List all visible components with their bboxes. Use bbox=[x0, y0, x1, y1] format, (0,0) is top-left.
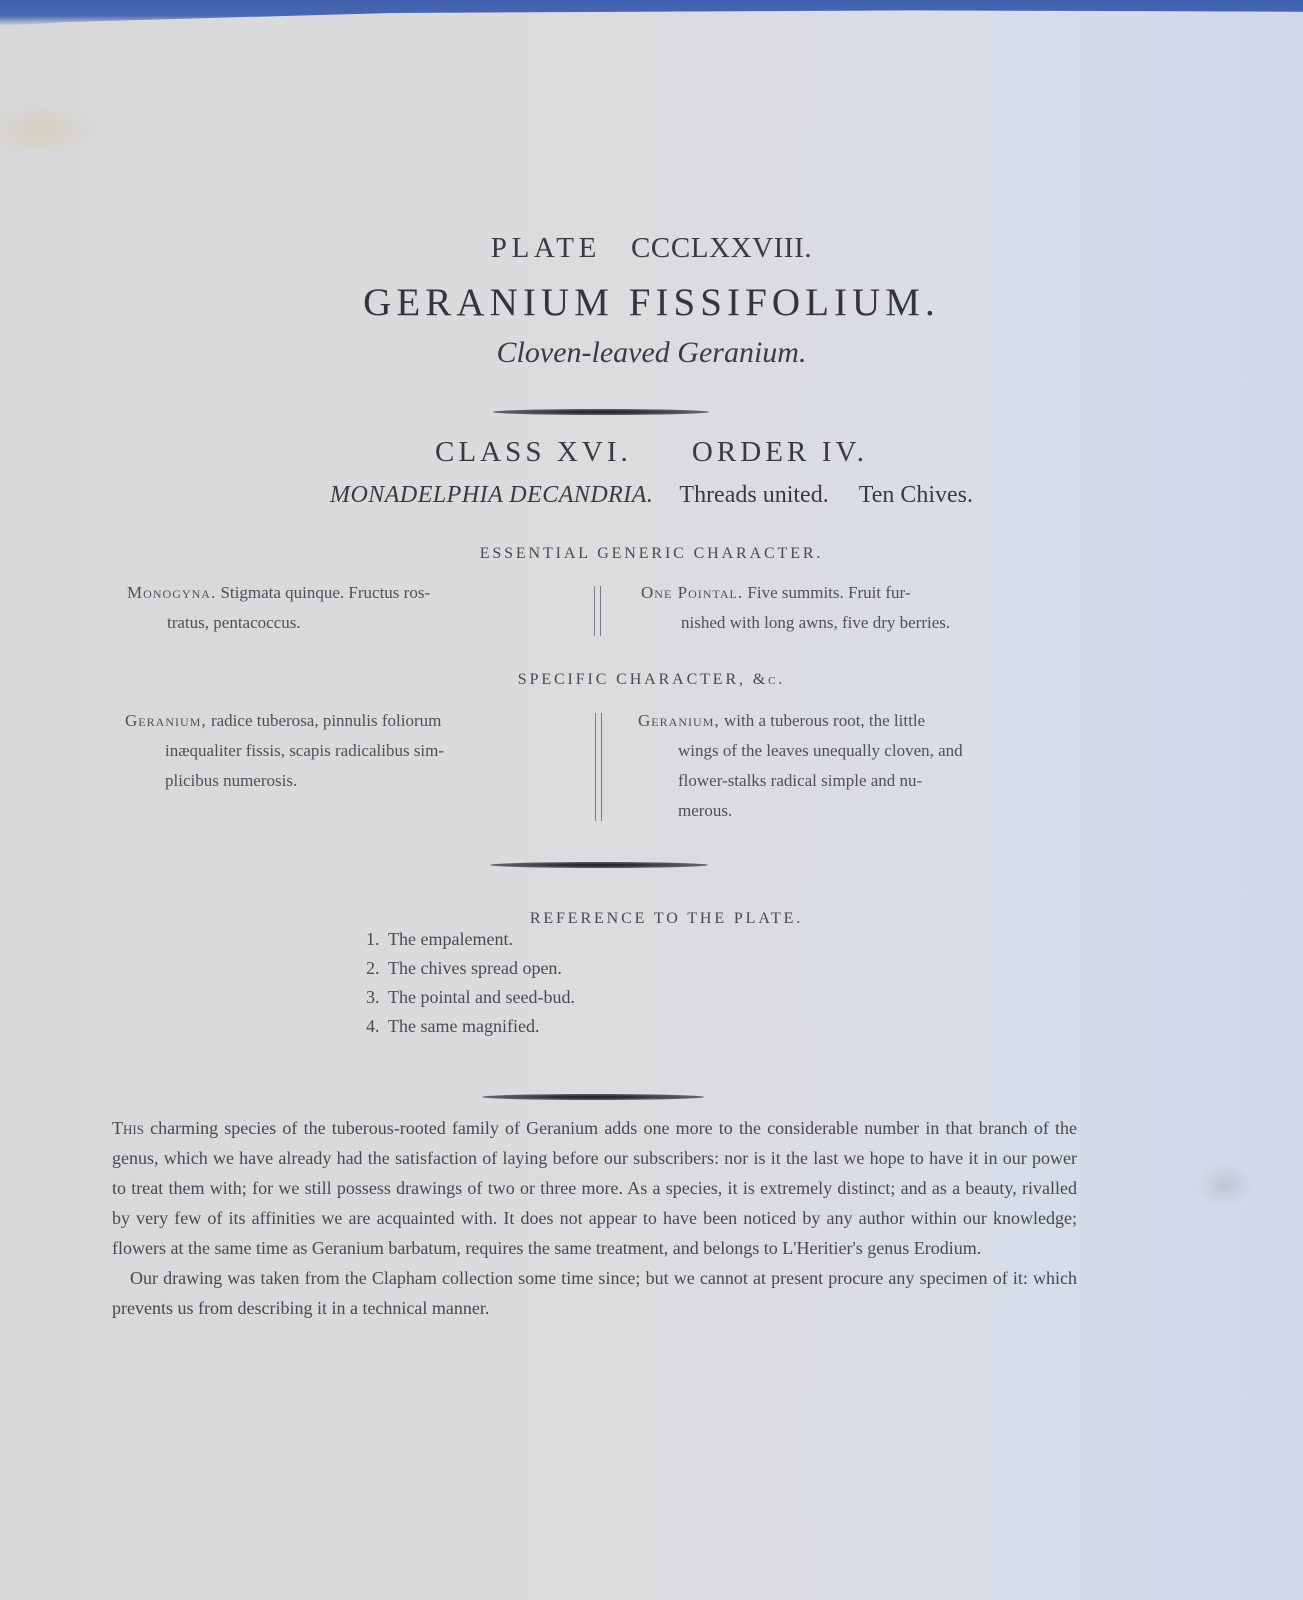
common-name: Cloven-leaved Geranium. bbox=[496, 336, 807, 369]
specific-english-line2: wings of the leaves unequally cloven, and bbox=[678, 741, 963, 760]
classification-description-1: Threads united. bbox=[679, 482, 829, 508]
ornamental-rule-3 bbox=[482, 1094, 704, 1100]
specific-english-line1: with a tuberous root, the little bbox=[723, 711, 926, 730]
essential-generic-character-heading: ESSENTIAL GENERIC CHARACTER. bbox=[479, 545, 824, 562]
specific-character-heading: SPECIFIC CHARACTER, &c. bbox=[517, 671, 786, 688]
reference-item: 3. The pointal and seed-bud. bbox=[366, 987, 575, 1007]
generic-english-lead: One Pointal. bbox=[641, 583, 744, 602]
reference-list bbox=[366, 925, 575, 1041]
plate-roman-numeral: CCCLXXVIII. bbox=[631, 232, 813, 264]
specific-latin-line2: inæqualiter fissis, scapis radicalibus sim- bbox=[165, 741, 445, 760]
reference-item: 2. The chives spread open. bbox=[366, 958, 562, 978]
page-top-edge bbox=[0, 0, 1303, 26]
generic-latin-line2: tratus, pentacoccus. bbox=[167, 613, 301, 632]
specific-character-latin bbox=[125, 706, 557, 796]
reference-item: 1. The empalement. bbox=[366, 929, 513, 949]
specific-latin-lead: Geranium, bbox=[125, 711, 207, 730]
linnaean-classification bbox=[0, 482, 1303, 509]
specific-character-english bbox=[638, 706, 1077, 826]
linnaean-name: MONADELPHIA DECANDRIA. bbox=[329, 482, 654, 508]
generic-english-line2: nished with long awns, five dry berries. bbox=[681, 613, 951, 632]
reference-heading: REFERENCE TO THE PLATE. bbox=[529, 910, 804, 927]
plate-number-heading bbox=[0, 232, 1303, 265]
class-label: CLASS XVI. bbox=[434, 436, 632, 468]
description-paragraph-1: This charming species of the tuberous-rooted family of Geranium adds one more to the considerable number in that branch of the genus, which we have already had the satisfaction of laying before our subscribers: nor is it the last we hope to have it in our power to treat them with; for we still possess drawings of two or three more. As a species, it is extremely distinct; and as a beauty, rivalled by very few of its affinities we are acquainted with. It does not appear to have been noticed by any author within our knowledge; flowers at the same time as Geranium barbatum, requires the same treatment, and belongs to L'Heritier's genus Erodium. bbox=[112, 1118, 1077, 1258]
reference-item: 4. The same magnified. bbox=[366, 1016, 540, 1036]
generic-character-latin bbox=[127, 578, 557, 638]
generic-latin-lead: Monogyna. bbox=[127, 583, 217, 602]
ornamental-rule-2 bbox=[490, 862, 708, 868]
specific-latin-line3: plicibus numerosis. bbox=[165, 771, 298, 790]
order-label: ORDER IV. bbox=[691, 436, 869, 468]
species-title: GERANIUM FISSIFOLIUM. bbox=[363, 281, 940, 324]
description-paragraph-2: Our drawing was taken from the Clapham collection some time since; but we cannot at present procure any specimen of it: which prevents us from describing it in a technical manner. bbox=[112, 1268, 1077, 1318]
classification-description-2: Ten Chives. bbox=[858, 482, 974, 508]
specific-latin-line1: radice tuberosa, pinnulis foliorum bbox=[210, 711, 442, 730]
column-divider-1 bbox=[594, 586, 601, 636]
generic-english-line1: Five summits. Fruit fur- bbox=[747, 583, 911, 602]
class-order-heading bbox=[0, 436, 1303, 469]
generic-character-english bbox=[641, 578, 1077, 638]
generic-latin-line1: Stigmata quinque. Fructus ros- bbox=[220, 583, 431, 602]
specific-english-line3: flower-stalks radical simple and nu- bbox=[678, 771, 923, 790]
ornamental-rule-1 bbox=[493, 409, 709, 415]
specific-english-lead: Geranium, bbox=[638, 711, 720, 730]
description-body bbox=[112, 1113, 1077, 1323]
plate-label: PLATE bbox=[490, 232, 601, 264]
column-divider-2 bbox=[595, 713, 602, 821]
specific-english-line4: merous. bbox=[678, 801, 733, 820]
